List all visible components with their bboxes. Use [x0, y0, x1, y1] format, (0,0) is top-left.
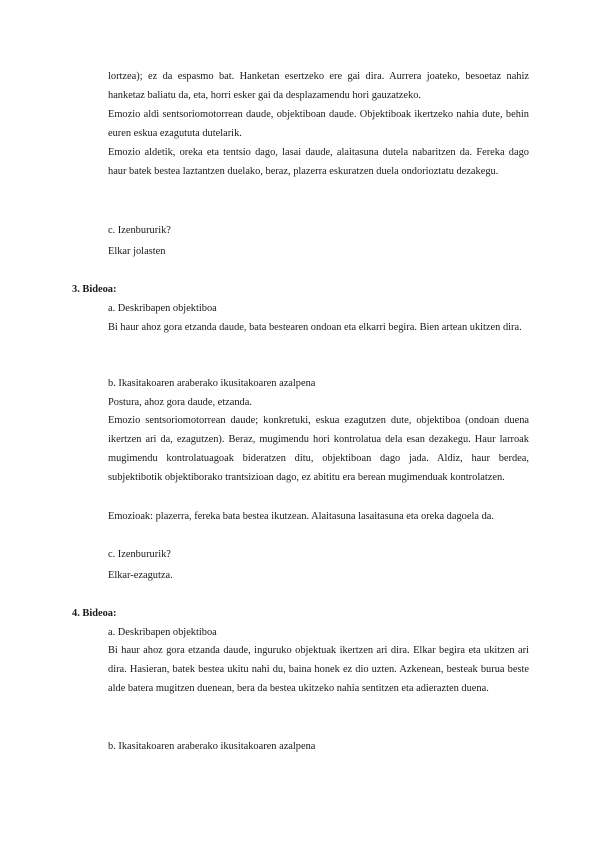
section3-a-label: a. Deskribapen objektiboa [108, 303, 217, 314]
section3-b-label: b. Ikasitakoaren araberako ikusitakoaren azalpena [108, 378, 316, 389]
section3-b-paragraph-3: Emozioak: plazerra, fereka bata bestea ikutzean. Alaitasuna lasaitasuna eta oreka dagoela da. [108, 511, 494, 522]
paragraph [108, 67, 529, 105]
section3-b-paragraph-1: Postura, ahoz gora daude, etzanda. [108, 397, 252, 408]
section3-a-text: Bi haur ahoz gora etzanda daude, bata bestearen ondoan eta elkarri begira. Bien artean ukitzen dira. [108, 322, 522, 333]
section2-c-label: c. Izenbururik? [108, 225, 171, 236]
paragraph [108, 641, 529, 698]
section3-heading: 3. Bideoa: [72, 284, 117, 295]
section3-c-answer: Elkar-ezagutza. [108, 570, 173, 581]
paragraph [108, 105, 529, 143]
section2-paragraph-3: Emozio aldetik, oreka eta tentsio dago, lasai daude, alaitasuna dutela nabaritzen da. Fereka dago haur batek bestea laztantzen duelako, beraz, plazerra eskuratzen duela ondorioztatu dezakegu. [108, 147, 529, 177]
section4-heading: 4. Bideoa: [72, 608, 117, 619]
paragraph [108, 143, 529, 181]
section4-b-label: b. Ikasitakoaren araberako ikusitakoaren azalpena [108, 741, 316, 752]
section2-c-answer: Elkar jolasten [108, 246, 166, 257]
section2-paragraph-1: lortzea); ez da espasmo bat. Hanketan esertzeko ere gai dira. Aurrera joateko, besoetaz nahiz hanketaz baliatu da, eta, horri esker gai da desplazamendu hori gauzatzeko. [108, 71, 529, 101]
section4-a-label: a. Deskribapen objektiboa [108, 627, 217, 638]
paragraph [108, 411, 529, 487]
paragraph [72, 318, 529, 337]
section3-b-paragraph-2: Emozio sentsoriomotorrean daude; konkretuki, eskua ezagutzen dute, objektiboa (ondoan duena ikertzen ari da, ezagutzen). Beraz, mugimendu hori kontrolatua dela esan dezakegu. Haur larroak mugimendu kontrolatuagoak bideratzen ditu, objektiboan dago jada. Aldiz, haur berdea, subjektibotik objektiborako trantsizioan dago, ez abititu era berean mugimenduak kontrolatzen. [108, 415, 529, 483]
section4-a-text: Bi haur ahoz gora etzanda daude, inguruko objektuak ikertzen ari dira. Elkar begira eta ukitzen ari dira. Hasieran, batek bestea ukitu nahi du, baina honek ez dio uzten. Azkenean, besteak burua beste alde batera mugitzen duenean, bera da bestea ukitzeko nahia sentitzen eta adierazten duena. [108, 645, 529, 694]
section3-c-label: c. Izenbururik? [108, 549, 171, 560]
section2-paragraph-2: Emozio aldi sentsoriomotorrean daude, objektiboan daude. Objektiboak ikertzeko nahia dute, behin euren eskua ezagututa dutelarik. [108, 109, 529, 139]
